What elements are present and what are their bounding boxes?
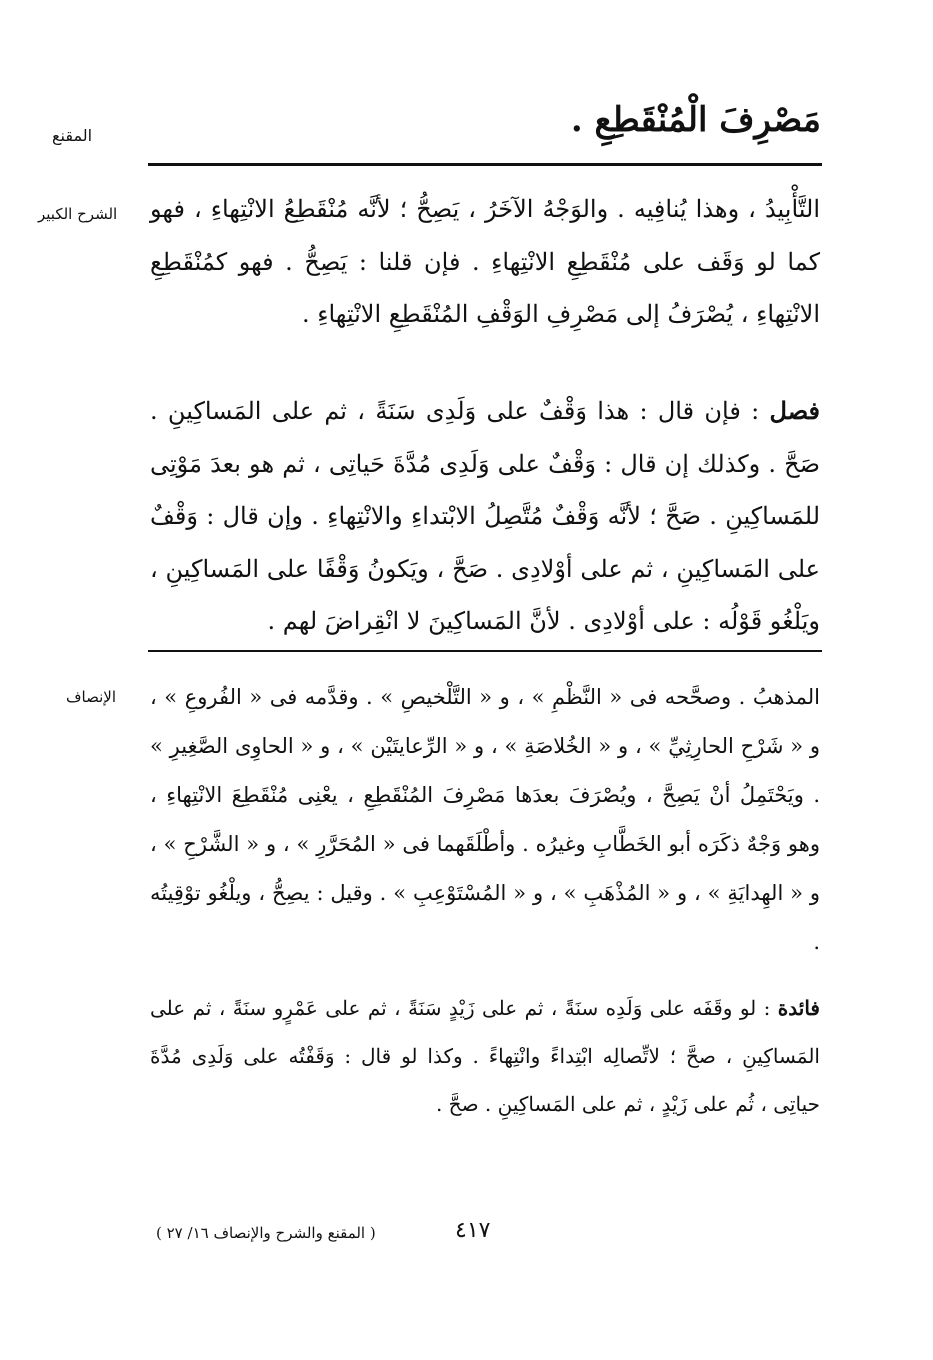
header-label-muqni: المقنع <box>52 126 93 145</box>
section-label-insaf: الإنصاف <box>66 688 117 706</box>
running-title: مَصْرِفَ الْمُنْقَطِعِ . <box>570 100 821 140</box>
sharh-fasl-paragraph <box>150 385 820 648</box>
section-label-sharh: الشرح الكبير <box>38 205 118 223</box>
section-divider <box>148 650 822 652</box>
insaf-paragraph-1: المذهبُ . وصحَّحه فى « النَّظْمِ » ، و « التَّلْخيصِ » . وقدَّمه فى « الفُروعِ » ، و « شَرْحِ الحارِثِيِّ » ، و « الخُلاصَةِ » ، و « الرِّعايتَيْن » ، و « الحاوِى الصَّغِيرِ » . ويَحْتَمِلُ أنْ يَصِحَّ ، ويُصْرَفَ بعدَها مَصْرِفَ المُنْقَطِعِ ، يعْنِى مُنْقَطِعَ الانْتِهاءِ ، وهو وَجْهٌ ذكَرَه أبو الخَطَّابِ وغيرُه . وأطْلَقَهما فى « المُحَرَّرِ » ، و « الشَّرْحِ » ، و « الهِدايَةِ » ، و « المُذْهَبِ » ، و « المُسْتَوْعِبِ » . وقيل : يصِحُّ ، ويلْغُو توْقِيتُه . <box>150 685 820 954</box>
faida-heading: فائدة <box>777 996 820 1020</box>
faida-text: : لو وقَفَه على وَلَدِه سنَةً ، ثم على زَيْدٍ سَنَةً ، ثم على عَمْرٍو سنَةً ، ثم على المَساكِينِ ، صحَّ ؛ لاتِّصالِه ابْتِداءً وانْتِهاءً . وكذا لو قال : وَقَفْتُه على وَلَدِى مُدَّةَ حياتِى ، ثُم على زَيْدٍ ، ثم على المَساكِينِ . صحَّ . <box>150 996 820 1116</box>
footer-reference: ( المقنع والشرح والإنصاف ١٦/ ٢٧ ) <box>156 1224 376 1242</box>
page-number: ٤١٧ <box>455 1218 491 1243</box>
insaf-faida-paragraph <box>150 984 820 1128</box>
sharh-paragraph-1: التَّأْبِيدُ ، وهذا يُنافِيه . والوَجْهُ الآخَرُ ، يَصِحُّ ؛ لأنَّه مُنْقَطِعُ الانْتِهاءِ ، فهو كما لو وَقَف على مُنْقَطِعِ الانْتِهاءِ . فإن قلنا : يَصِحُّ . فهو كمُنْقَطِعِ الانْتِهاءِ ، يُصْرَفُ إلى مَصْرِفِ الوَقْفِ المُنْقَطِعِ الانْتِهاءِ . <box>150 195 820 328</box>
fasl-heading: فصل <box>769 396 820 425</box>
fasl-text: : فإن قال : هذا وَقْفٌ على وَلَدِى سَنَةً ، ثم على المَساكِينِ . صَحَّ . وكذلك إن قال : وَقْفٌ على وَلَدِى مُدَّةَ حَياتِى ، ثم هو بعدَ مَوْتِى للمَساكِينِ . صَحَّ ؛ لأنَّه وَقْفٌ مُتَّصِلُ الابْتداءِ والانْتِهاءِ . وإن قال : وَقْفٌ على المَساكِينِ ، ثم على أوْلادِى . صَحَّ ، ويَكونُ وَقْفًا على المَساكِينِ ، ويَلْغُو قَوْلُه : على أوْلادِى . لأنَّ المَساكِينَ لا انْقِراضَ لهم . <box>150 397 821 635</box>
header-rule <box>148 163 822 166</box>
